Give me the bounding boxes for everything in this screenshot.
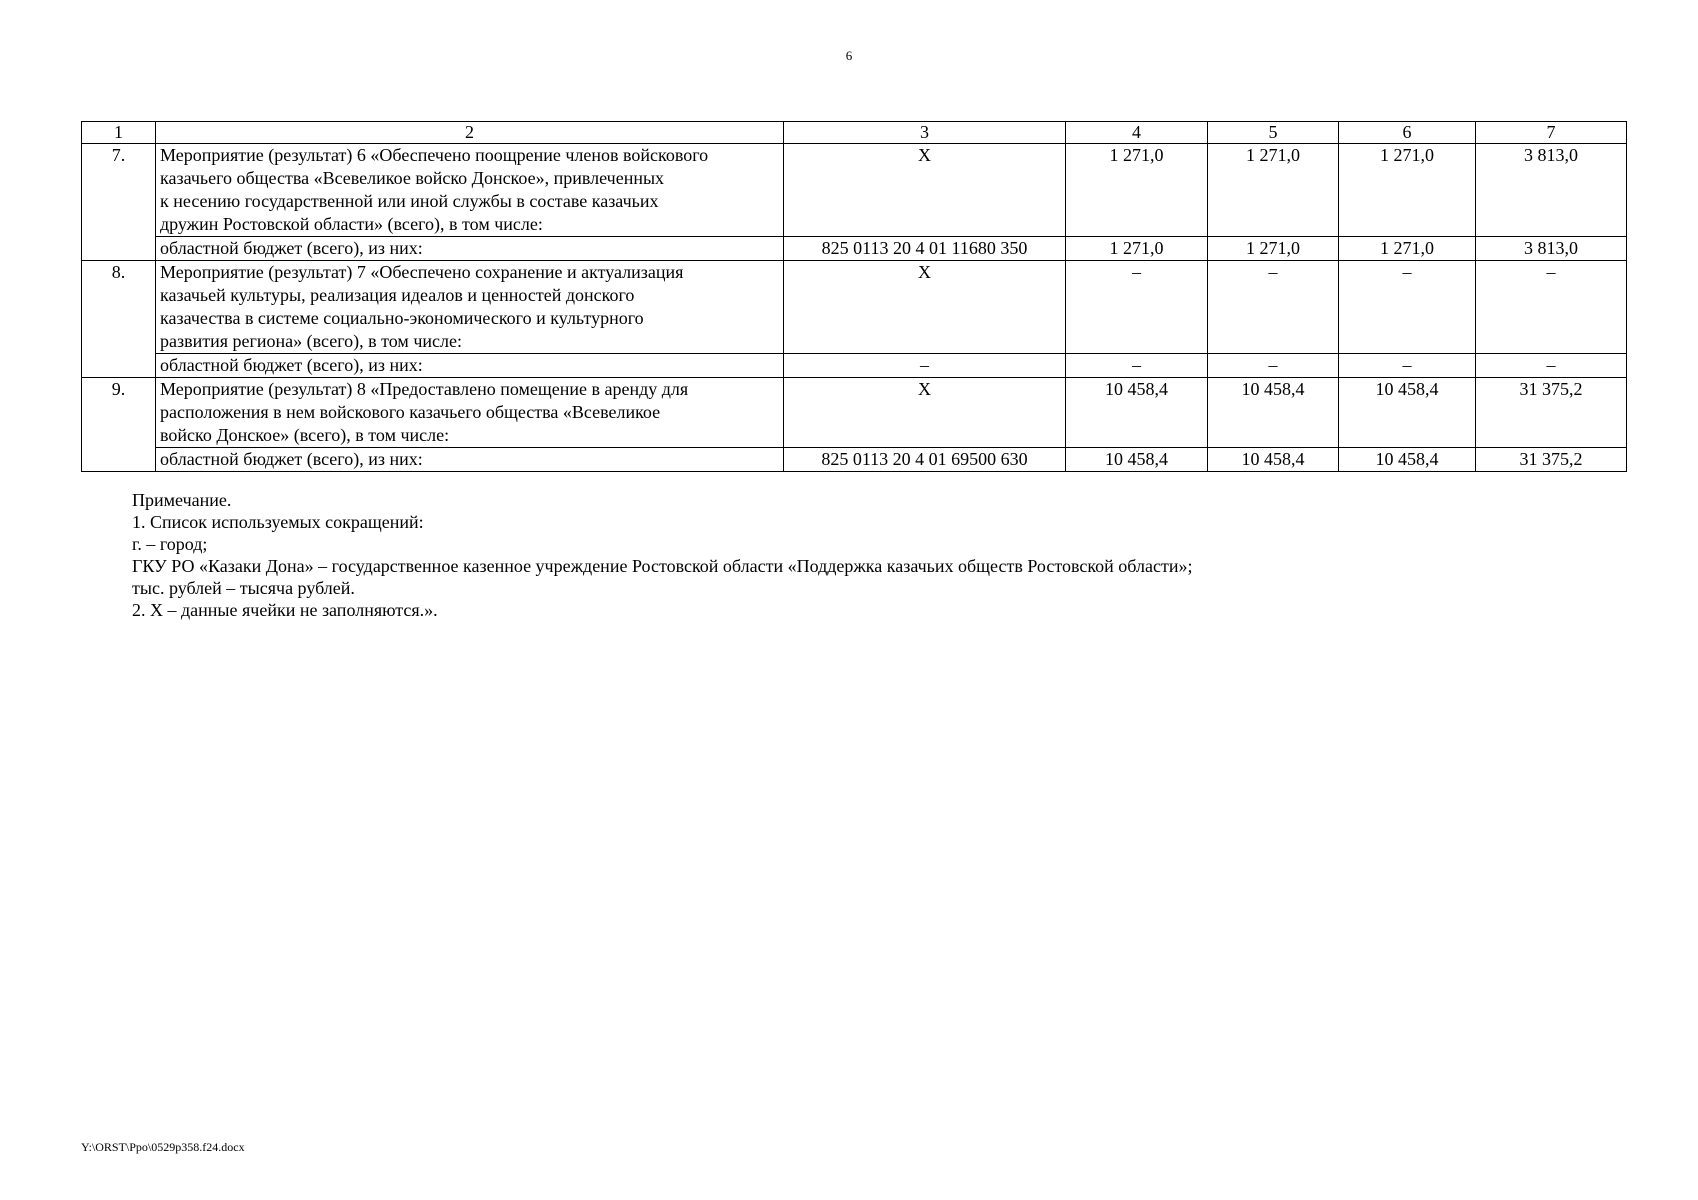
- measure-name-line: развития региона» (всего), в том числе:: [160, 331, 462, 351]
- note-heading: Примечание.: [132, 490, 232, 510]
- note-line: 1. Список используемых сокращений:: [132, 512, 424, 532]
- value-cell-6: 10 458,4: [1339, 378, 1476, 448]
- value-cell-6: –: [1339, 261, 1476, 354]
- header-cell: 4: [1066, 122, 1208, 144]
- measure-name-line: казачьего общества «Всевеликое войско Донское», привлеченных: [160, 168, 665, 188]
- table-row: [82, 448, 1627, 472]
- value-cell-7: 31 375,2: [1476, 448, 1627, 472]
- measure-name-line: дружин Ростовской области» (всего), в том числе:: [160, 214, 543, 234]
- value-cell-4: 10 458,4: [1066, 448, 1208, 472]
- budget-source-cell: областной бюджет (всего), из них:: [156, 354, 784, 378]
- budget-table: [81, 121, 1627, 472]
- value-cell-4: 10 458,4: [1066, 378, 1208, 448]
- note-line: г. – город;: [132, 534, 208, 554]
- measure-name-line: расположения в нем войскового казачьего общества «Всевеликое: [160, 402, 661, 422]
- value-cell-5: 10 458,4: [1208, 378, 1339, 448]
- value-cell-4: –: [1066, 354, 1208, 378]
- value-cell-5: 10 458,4: [1208, 448, 1339, 472]
- value-cell-6: 1 271,0: [1339, 144, 1476, 237]
- value-cell-6: –: [1339, 354, 1476, 378]
- header-cell: 6: [1339, 122, 1476, 144]
- budget-code-cell: X: [784, 378, 1066, 448]
- measure-name-cell: [156, 378, 784, 448]
- budget-code-cell: –: [784, 354, 1066, 378]
- budget-code-cell: 825 0113 20 4 01 11680 350: [784, 237, 1066, 261]
- table-row: [82, 237, 1627, 261]
- budget-code-cell: X: [784, 144, 1066, 237]
- table-row: [82, 378, 1627, 448]
- budget-source-cell: областной бюджет (всего), из них:: [156, 448, 784, 472]
- value-cell-5: –: [1208, 261, 1339, 354]
- value-cell-4: –: [1066, 261, 1208, 354]
- header-cell: 1: [82, 122, 156, 144]
- row-number-cell: 7.: [82, 144, 156, 261]
- value-cell-7: 3 813,0: [1476, 144, 1627, 237]
- value-cell-4: 1 271,0: [1066, 237, 1208, 261]
- header-cell: 2: [156, 122, 784, 144]
- value-cell-5: –: [1208, 354, 1339, 378]
- value-cell-7: 31 375,2: [1476, 378, 1627, 448]
- measure-name-line: Мероприятие (результат) 8 «Предоставлено помещение в аренду для: [160, 379, 689, 399]
- notes-block: [132, 489, 1612, 621]
- budget-source-cell: областной бюджет (всего), из них:: [156, 237, 784, 261]
- measure-name-cell: [156, 144, 784, 237]
- note-line: тыс. рублей – тысяча рублей.: [132, 578, 355, 598]
- value-cell-5: 1 271,0: [1208, 237, 1339, 261]
- table-header-row: [82, 122, 1627, 144]
- value-cell-7: 3 813,0: [1476, 237, 1627, 261]
- budget-code-cell: 825 0113 20 4 01 69500 630: [784, 448, 1066, 472]
- measure-name-line: Мероприятие (результат) 6 «Обеспечено поощрение членов войскового: [160, 145, 709, 165]
- header-cell: 7: [1476, 122, 1627, 144]
- value-cell-7: –: [1476, 354, 1627, 378]
- measure-name-line: казачьей культуры, реализация идеалов и ценностей донского: [160, 285, 635, 305]
- table-row: [82, 261, 1627, 354]
- budget-code-cell: X: [784, 261, 1066, 354]
- table-row: [82, 144, 1627, 237]
- value-cell-6: 10 458,4: [1339, 448, 1476, 472]
- header-cell: 3: [784, 122, 1066, 144]
- value-cell-5: 1 271,0: [1208, 144, 1339, 237]
- page-number: 6: [845, 48, 853, 63]
- measure-name-line: Мероприятие (результат) 7 «Обеспечено сохранение и актуализация: [160, 262, 684, 282]
- value-cell-6: 1 271,0: [1339, 237, 1476, 261]
- note-line: 2. X – данные ячейки не заполняются.».: [132, 600, 438, 620]
- row-number-cell: 9.: [82, 378, 156, 472]
- note-line: ГКУ РО «Казаки Дона» – государственное казенное учреждение Ростовской области «Поддержка казачьих обществ Ростовской области»;: [132, 556, 1193, 576]
- file-path-footer: Y:\ORST\Ppo\0529p358.f24.docx: [81, 1140, 245, 1154]
- value-cell-7: –: [1476, 261, 1627, 354]
- measure-name-cell: [156, 261, 784, 354]
- header-cell: 5: [1208, 122, 1339, 144]
- table-row: [82, 354, 1627, 378]
- value-cell-4: 1 271,0: [1066, 144, 1208, 237]
- measure-name-line: казачества в системе социально-экономического и культурного: [160, 308, 644, 328]
- measure-name-line: войско Донское» (всего), в том числе:: [160, 425, 450, 445]
- row-number-cell: 8.: [82, 261, 156, 378]
- measure-name-line: к несению государственной или иной службы в составе казачьих: [160, 191, 659, 211]
